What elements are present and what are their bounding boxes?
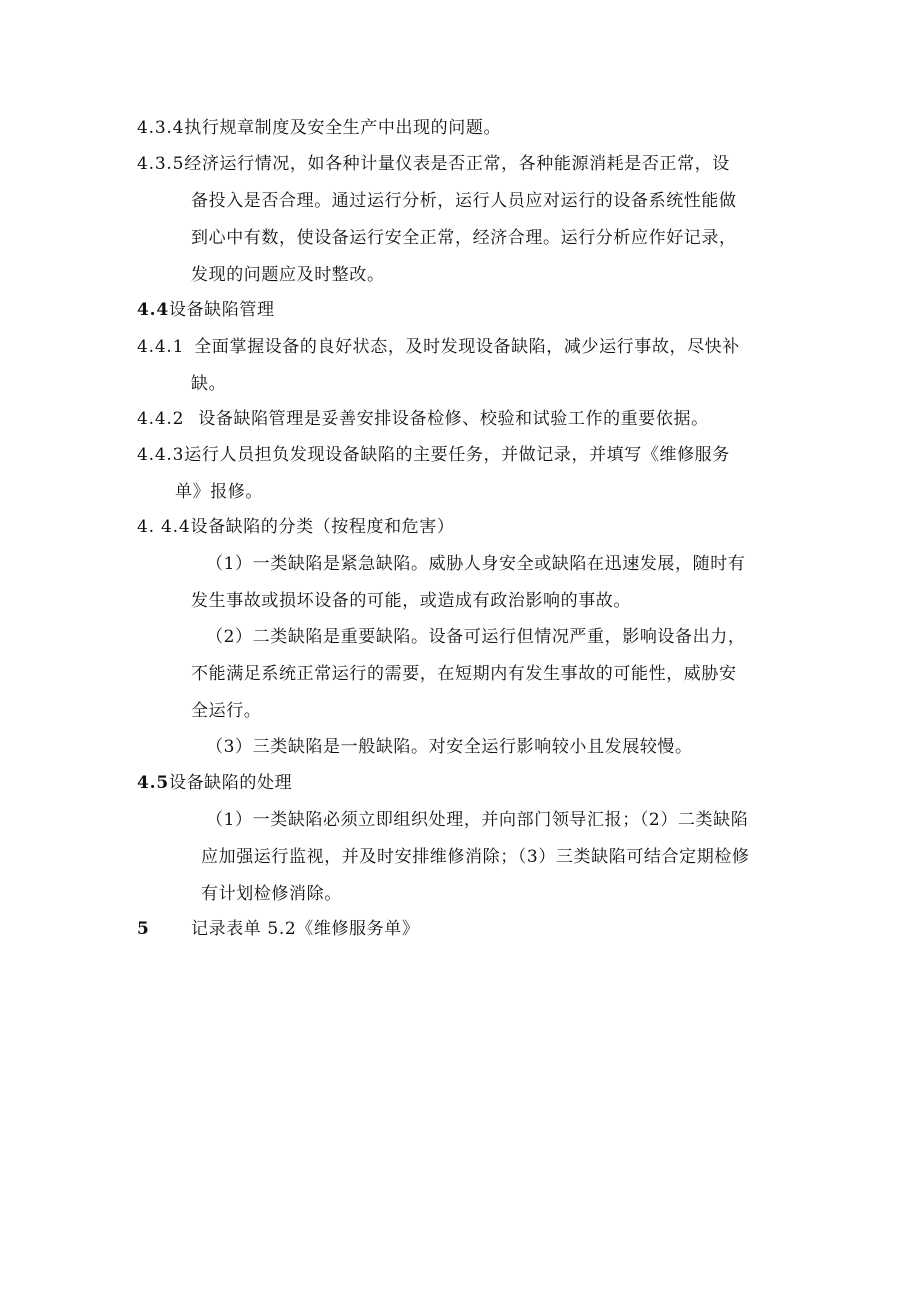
section-number: 4.4 [137,300,169,320]
section-number: 4.3.5 [137,154,185,174]
section-text: 执行规章制度及安全生产中出现的问题。 [184,118,502,138]
section-text: 记录表单 5.2《维修服务单》 [191,919,420,939]
section-number: 4.4.1 [137,337,185,357]
section-number: 4.4.3 [137,445,185,465]
section-4-5-line-2: 应加强运行监视，并及时安排维修消除；（3）三类缺陷可结合定期检修 [201,847,750,867]
defect-class-1-line-2: 发生事故或损坏设备的可能，或造成有政治影响的事故。 [191,591,631,611]
section-text: 全面掌握设备的良好状态，及时发现设备缺陷，减少运行事故，尽快补 [194,337,740,357]
defect-class-2-line-3: 全运行。 [191,701,262,721]
section-text: 设备缺陷管理是妥善安排设备检修、校验和试验工作的重要依据。 [198,409,709,429]
section-4-4-3-line-2: 单》报修。 [175,482,263,502]
section-4-4-2 [137,407,709,431]
section-4-5-heading [137,771,292,795]
defect-class-2-line-1: （2）二类缺陷是重要缺陷。设备可运行但情况严重，影响设备出力， [206,627,746,647]
defect-class-3-line-1: （3）三类缺陷是一般缺陷。对安全运行影响较小且发展较慢。 [206,737,693,757]
section-4-3-4 [137,116,501,140]
defect-class-1-line-1: （1）一类缺陷是紧急缺陷。威胁人身安全或缺陷在迅速发展，随时有 [206,554,746,574]
section-4-3-5-line-2: 备投入是否合理。通过运行分析，运行人员应对运行的设备系统性能做 [191,191,737,211]
section-4-4-heading [137,298,275,322]
section-title: 设备缺陷的分类（按程度和危害） [190,517,455,537]
section-4-4-4-heading [137,515,454,539]
section-number: 4.5 [137,773,169,793]
section-number: 4.4.2 [137,409,185,429]
section-number: 4.3.4 [137,118,185,138]
section-title: 设备缺陷的处理 [168,773,293,793]
section-text: 经济运行情况，如各种计量仪表是否正常，各种能源消耗是否正常，设 [184,154,730,174]
section-number: 4. 4.4 [137,517,191,537]
section-title: 设备缺陷管理 [168,300,275,320]
section-4-5-line-1: （1）一类缺陷必须立即组织处理，并向部门领导汇报；（2）二类缺陷 [206,810,749,830]
section-4-3-5-line-3: 到心中有数，使设备运行安全正常，经济合理。运行分析应作好记录， [191,228,737,248]
section-text: 运行人员担负发现设备缺陷的主要任务，并做记录，并填写《维修服务 [184,445,730,465]
section-4-4-1-line-2: 缺。 [191,374,227,394]
section-number: 5 [137,919,150,939]
defect-class-2-line-2: 不能满足系统正常运行的需要，在短期内有发生事故的可能性，威胁安 [191,664,737,684]
section-4-4-3-line-1 [137,443,730,467]
section-5 [137,917,419,941]
section-4-3-5-line-4: 发现的问题应及时整改。 [191,265,385,285]
section-4-5-line-3: 有计划检修消除。 [201,884,342,904]
section-4-3-5-line-1 [137,152,730,176]
section-4-4-1-line-1 [137,335,740,359]
